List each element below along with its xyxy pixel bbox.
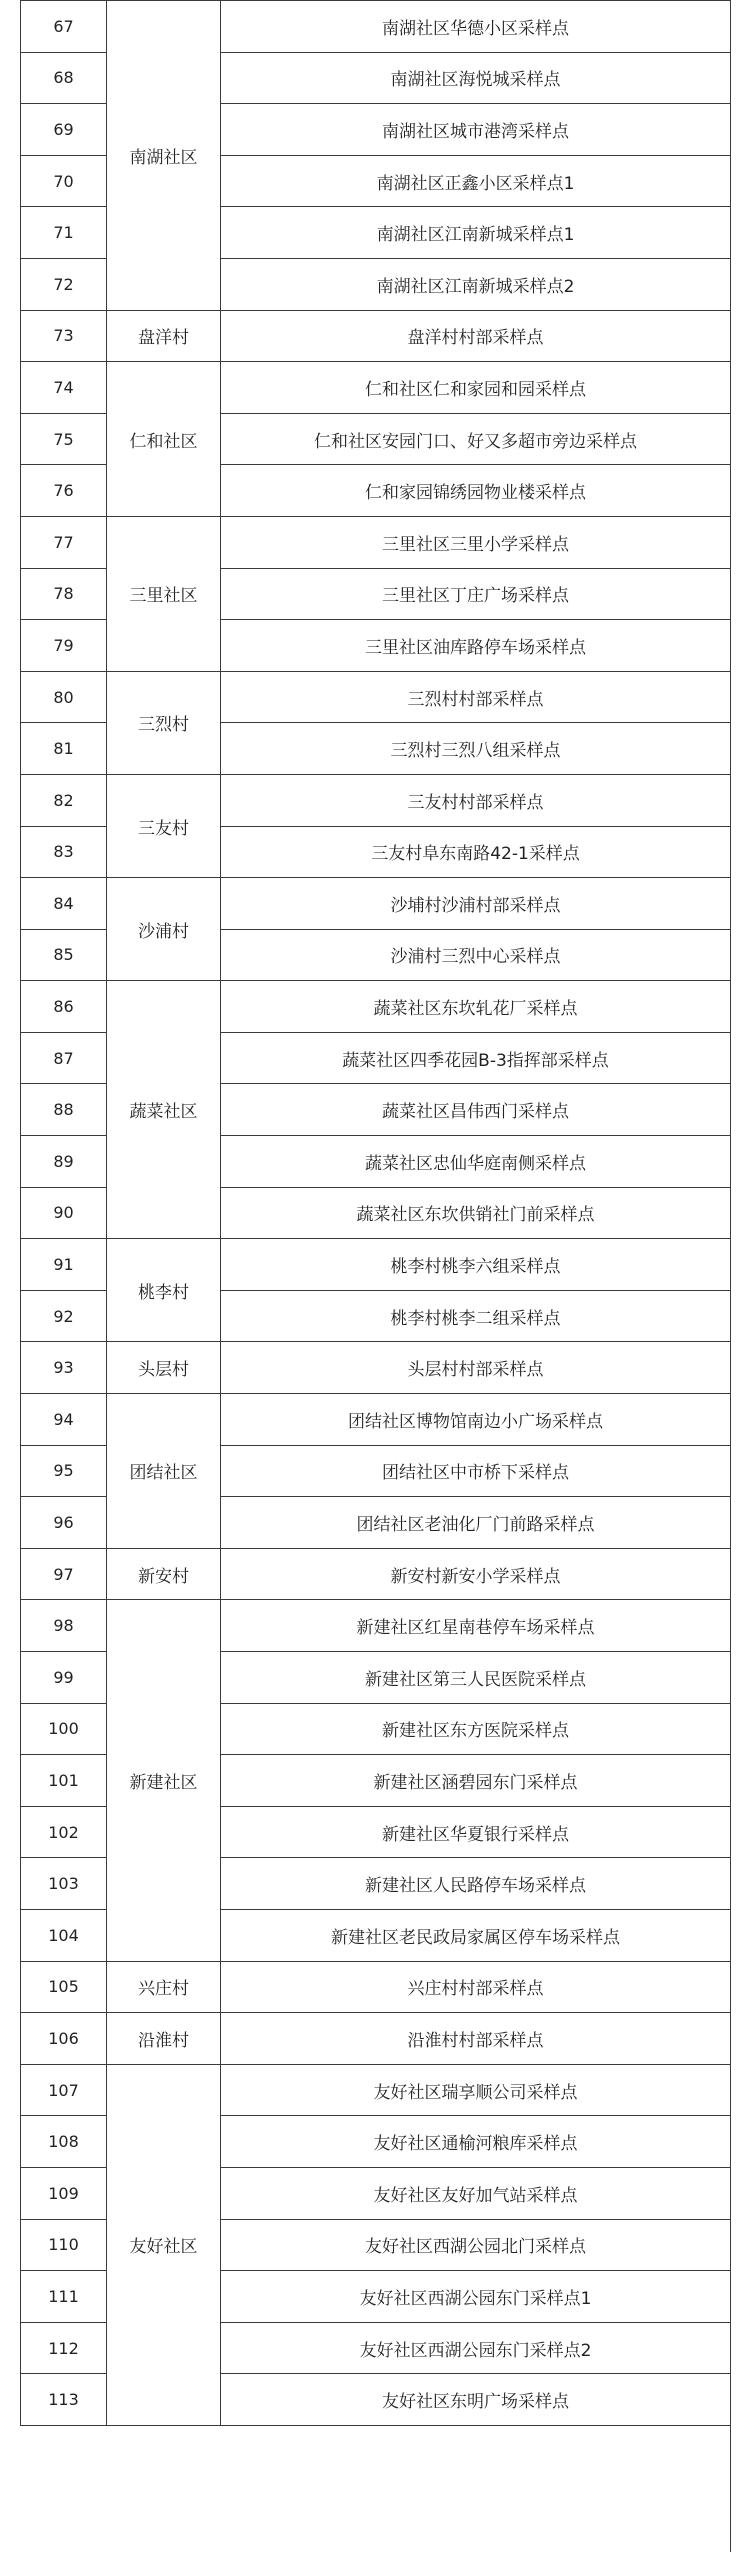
- row-number-cell: 99: [21, 1652, 107, 1704]
- sampling-site-cell: 三里社区油库路停车场采样点: [221, 620, 731, 672]
- community-cell: 兴庄村: [107, 1961, 221, 2013]
- community-cell: 盘洋村: [107, 310, 221, 362]
- sampling-site-cell: 友好社区瑞享顺公司采样点: [221, 2064, 731, 2116]
- row-number-cell: 67: [21, 1, 107, 53]
- row-number-cell: 101: [21, 1755, 107, 1807]
- community-cell: 三里社区: [107, 516, 221, 671]
- row-number-cell: 110: [21, 2219, 107, 2271]
- sampling-site-cell: 头层村村部采样点: [221, 1342, 731, 1394]
- table-row: [21, 1, 731, 53]
- row-number-cell: 94: [21, 1394, 107, 1446]
- row-number-cell: 90: [21, 1187, 107, 1239]
- row-number-cell: 76: [21, 465, 107, 517]
- table-row: [21, 516, 731, 568]
- sampling-site-cell: 团结社区博物馆南边小广场采样点: [221, 1394, 731, 1446]
- row-number-cell: 98: [21, 1600, 107, 1652]
- sampling-site-cell: 沙浦村三烈中心采样点: [221, 929, 731, 981]
- sampling-site-cell: 南湖社区正鑫小区采样点1: [221, 155, 731, 207]
- community-cell: 三烈村: [107, 671, 221, 774]
- row-number-cell: 103: [21, 1858, 107, 1910]
- sampling-site-cell: 蔬菜社区忠仙华庭南侧采样点: [221, 1136, 731, 1188]
- row-number-cell: 97: [21, 1548, 107, 1600]
- table-row: [21, 774, 731, 826]
- sampling-site-cell: 新建社区人民路停车场采样点: [221, 1858, 731, 1910]
- sampling-site-cell: 南湖社区城市港湾采样点: [221, 104, 731, 156]
- row-number-cell: 71: [21, 207, 107, 259]
- row-number-cell: 111: [21, 2271, 107, 2323]
- sampling-site-cell: 新建社区老民政局家属区停车场采样点: [221, 1909, 731, 1961]
- row-number-cell: 86: [21, 981, 107, 1033]
- row-number-cell: 77: [21, 516, 107, 568]
- sampling-site-cell: 三烈村三烈八组采样点: [221, 723, 731, 775]
- row-number-cell: 70: [21, 155, 107, 207]
- sampling-site-cell: 友好社区友好加气站采样点: [221, 2167, 731, 2219]
- community-cell: 头层村: [107, 1342, 221, 1394]
- row-number-cell: 82: [21, 774, 107, 826]
- row-number-cell: 107: [21, 2064, 107, 2116]
- sampling-site-cell: 南湖社区海悦城采样点: [221, 52, 731, 104]
- community-cell: 团结社区: [107, 1394, 221, 1549]
- sampling-site-cell: 盘洋村村部采样点: [221, 310, 731, 362]
- sampling-site-cell: 新建社区第三人民医院采样点: [221, 1652, 731, 1704]
- row-number-cell: 85: [21, 929, 107, 981]
- table-row: [21, 1342, 731, 1394]
- community-cell: 仁和社区: [107, 362, 221, 517]
- sampling-site-cell: 仁和社区安园门口、好又多超市旁边采样点: [221, 413, 731, 465]
- row-number-cell: 72: [21, 258, 107, 310]
- table-row: [21, 671, 731, 723]
- sampling-site-cell: 三烈村村部采样点: [221, 671, 731, 723]
- row-number-cell: 75: [21, 413, 107, 465]
- row-number-cell: 95: [21, 1445, 107, 1497]
- row-number-cell: 68: [21, 52, 107, 104]
- sampling-sites-table: [20, 0, 731, 2426]
- sampling-site-cell: 友好社区西湖公园东门采样点2: [221, 2322, 731, 2374]
- row-number-cell: 113: [21, 2374, 107, 2426]
- table-row: [21, 1239, 731, 1291]
- sampling-site-cell: 仁和家园锦绣园物业楼采样点: [221, 465, 731, 517]
- sampling-site-cell: 蔬菜社区东坎轧花厂采样点: [221, 981, 731, 1033]
- table-row: [21, 1548, 731, 1600]
- sampling-site-cell: 团结社区老油化厂门前路采样点: [221, 1497, 731, 1549]
- sampling-site-cell: 三友村阜东南路42-1采样点: [221, 826, 731, 878]
- sampling-site-cell: 仁和社区仁和家园和园采样点: [221, 362, 731, 414]
- sampling-site-cell: 友好社区东明广场采样点: [221, 2374, 731, 2426]
- row-number-cell: 89: [21, 1136, 107, 1188]
- row-number-cell: 69: [21, 104, 107, 156]
- row-number-cell: 74: [21, 362, 107, 414]
- sampling-site-cell: 新建社区华夏银行采样点: [221, 1806, 731, 1858]
- sampling-site-cell: 蔬菜社区四季花园B-3指挥部采样点: [221, 1032, 731, 1084]
- sampling-site-cell: 桃李村桃李六组采样点: [221, 1239, 731, 1291]
- row-number-cell: 83: [21, 826, 107, 878]
- community-cell: 三友村: [107, 774, 221, 877]
- row-number-cell: 105: [21, 1961, 107, 2013]
- sampling-site-cell: 南湖社区江南新城采样点1: [221, 207, 731, 259]
- sampling-site-cell: 新建社区红星南巷停车场采样点: [221, 1600, 731, 1652]
- row-number-cell: 102: [21, 1806, 107, 1858]
- table-row: [21, 981, 731, 1033]
- row-number-cell: 91: [21, 1239, 107, 1291]
- row-number-cell: 100: [21, 1703, 107, 1755]
- row-number-cell: 109: [21, 2167, 107, 2219]
- sampling-site-cell: 蔬菜社区东坎供销社门前采样点: [221, 1187, 731, 1239]
- community-cell: 蔬菜社区: [107, 981, 221, 1239]
- sampling-site-cell: 三里社区丁庄广场采样点: [221, 568, 731, 620]
- row-number-cell: 96: [21, 1497, 107, 1549]
- row-number-cell: 81: [21, 723, 107, 775]
- row-number-cell: 108: [21, 2116, 107, 2168]
- sampling-site-cell: 兴庄村村部采样点: [221, 1961, 731, 2013]
- row-number-cell: 80: [21, 671, 107, 723]
- sampling-site-cell: 沙埔村沙浦村部采样点: [221, 878, 731, 930]
- page-edge-line: [730, 0, 731, 2552]
- row-number-cell: 93: [21, 1342, 107, 1394]
- table-row: [21, 1600, 731, 1652]
- row-number-cell: 104: [21, 1909, 107, 1961]
- sampling-site-cell: 新安村新安小学采样点: [221, 1548, 731, 1600]
- community-cell: 沿淮村: [107, 2013, 221, 2065]
- row-number-cell: 79: [21, 620, 107, 672]
- sampling-site-cell: 桃李村桃李二组采样点: [221, 1290, 731, 1342]
- table-row: [21, 310, 731, 362]
- table-row: [21, 1394, 731, 1446]
- community-cell: 新安村: [107, 1548, 221, 1600]
- sampling-site-cell: 友好社区西湖公园北门采样点: [221, 2219, 731, 2271]
- sampling-site-cell: 新建社区东方医院采样点: [221, 1703, 731, 1755]
- sampling-site-cell: 三友村村部采样点: [221, 774, 731, 826]
- sampling-site-cell: 南湖社区华德小区采样点: [221, 1, 731, 53]
- sampling-site-cell: 友好社区通榆河粮库采样点: [221, 2116, 731, 2168]
- table-body: [21, 1, 731, 2426]
- row-number-cell: 92: [21, 1290, 107, 1342]
- table-row: [21, 2013, 731, 2065]
- sampling-site-cell: 南湖社区江南新城采样点2: [221, 258, 731, 310]
- row-number-cell: 88: [21, 1084, 107, 1136]
- row-number-cell: 78: [21, 568, 107, 620]
- sampling-site-cell: 蔬菜社区昌伟西门采样点: [221, 1084, 731, 1136]
- community-cell: 友好社区: [107, 2064, 221, 2425]
- row-number-cell: 73: [21, 310, 107, 362]
- row-number-cell: 87: [21, 1032, 107, 1084]
- table-row: [21, 362, 731, 414]
- row-number-cell: 106: [21, 2013, 107, 2065]
- row-number-cell: 84: [21, 878, 107, 930]
- table-row: [21, 2064, 731, 2116]
- community-cell: 桃李村: [107, 1239, 221, 1342]
- table-row: [21, 1961, 731, 2013]
- sampling-site-cell: 友好社区西湖公园东门采样点1: [221, 2271, 731, 2323]
- community-cell: 南湖社区: [107, 1, 221, 311]
- community-cell: 新建社区: [107, 1600, 221, 1961]
- row-number-cell: 112: [21, 2322, 107, 2374]
- sampling-site-cell: 沿淮村村部采样点: [221, 2013, 731, 2065]
- community-cell: 沙浦村: [107, 878, 221, 981]
- sampling-site-cell: 三里社区三里小学采样点: [221, 516, 731, 568]
- table-row: [21, 878, 731, 930]
- sampling-site-cell: 团结社区中市桥下采样点: [221, 1445, 731, 1497]
- sampling-site-cell: 新建社区涵碧园东门采样点: [221, 1755, 731, 1807]
